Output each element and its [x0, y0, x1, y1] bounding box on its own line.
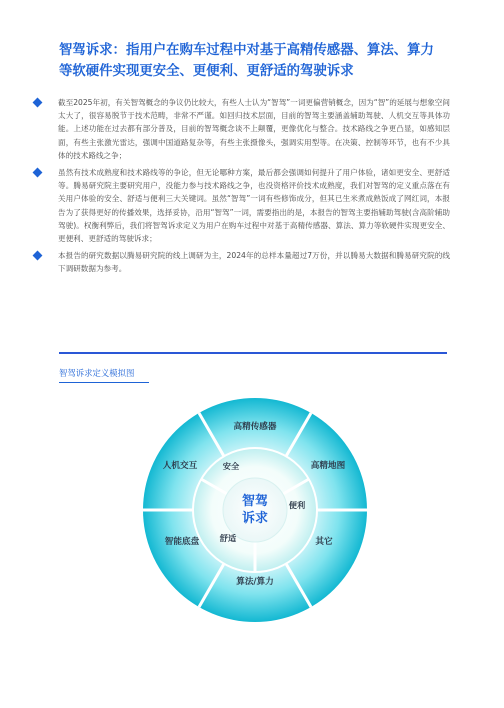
segment-label-top-left: 人机交互	[162, 461, 198, 471]
segment-label-bottom-left: 智能底盘	[164, 537, 200, 547]
bullet-item	[30, 249, 450, 275]
title-line-1: 智驾诉求：指用户在购车过程中对基于高精传感器、算法、算力	[59, 43, 434, 58]
segment-label-bottom-right: 其它	[315, 537, 333, 547]
bullet-list	[30, 96, 450, 280]
page-title	[59, 40, 459, 82]
smart-driving-diagram	[140, 395, 370, 625]
segment-label-top: 高精传感器	[233, 422, 277, 432]
inner-label-comfort: 舒适	[219, 533, 237, 543]
diagram-title: 智驾诉求定义模拟图	[59, 368, 135, 378]
segment-label-top-right: 高精地图	[310, 461, 346, 471]
center-label-line-2: 诉求	[241, 511, 269, 526]
bullet-text: 本报告的研究数据以腾易研究院的线上调研为主，2024年的总样本量超过7万份，并以腾易大数据和腾易研究院的线下调研数据为参考。	[58, 251, 450, 274]
inner-label-convenience: 便利	[288, 500, 306, 510]
bullet-text: 截至2025年初，有关智驾概念的争议仍比较大，有些人士认为“智驾”一词更偏营销概念，因为“智”的延展与想象空间太大了，很容易脱节于技术范畴，非常不严谨。如回归技术层面，目前的智驾主要涵盖辅助驾驶、人机交互等具体功能。上述功能在过去都有部分普及，目前的智驾概念谈不上颠覆，更像优化与整合。技术路线之争更凸显，如感知层面，有些主张激光雷达，强调中国道路复杂等，有些主张摄像头，强调实用型等。在决策、控制等环节，也有不少具体的技术路线之争；	[58, 98, 450, 160]
diamond-bullet-icon	[33, 251, 43, 261]
section-divider	[59, 352, 447, 354]
center-label-line-1: 智驾	[241, 494, 269, 509]
segment-label-bottom: 算法/算力	[236, 577, 274, 587]
bullet-text: 虽然有技术成熟度和技术路线等的争论，但无论哪种方案，最后都会强调如何提升了用户体验，诸如更安全、更舒适等。腾易研究院主要研究用户，没能力参与技术路线之争，也没资格评价技术成熟度，我们对智驾的定义重点落在有关用户体验的安全、舒适与便利三大关键词。虽然“智驾”一词有些修饰成分，但其已生米煮成熟饭成了网红词，本报告为了获得更好的传播效果，选择妥协，沿用“智驾”一词，需要指出的是，本报告的智驾主要指辅助驾驶(含高阶辅助驾驶)。权衡利弊后，我们将智驾诉求定义为用户在购车过程中对基于高精传感器、算法、算力等软硬件实现更安全、更便利、更舒适的驾驶诉求；	[58, 168, 450, 244]
bullet-item	[30, 96, 450, 162]
diamond-bullet-icon	[33, 98, 43, 108]
inner-label-safety: 安全	[222, 461, 240, 471]
diagram-title-underline	[59, 382, 149, 383]
bullet-item	[30, 166, 450, 245]
title-line-2: 等软硬件实现更安全、更便利、更舒适的驾驶诉求	[59, 64, 354, 79]
diamond-bullet-icon	[33, 168, 43, 178]
